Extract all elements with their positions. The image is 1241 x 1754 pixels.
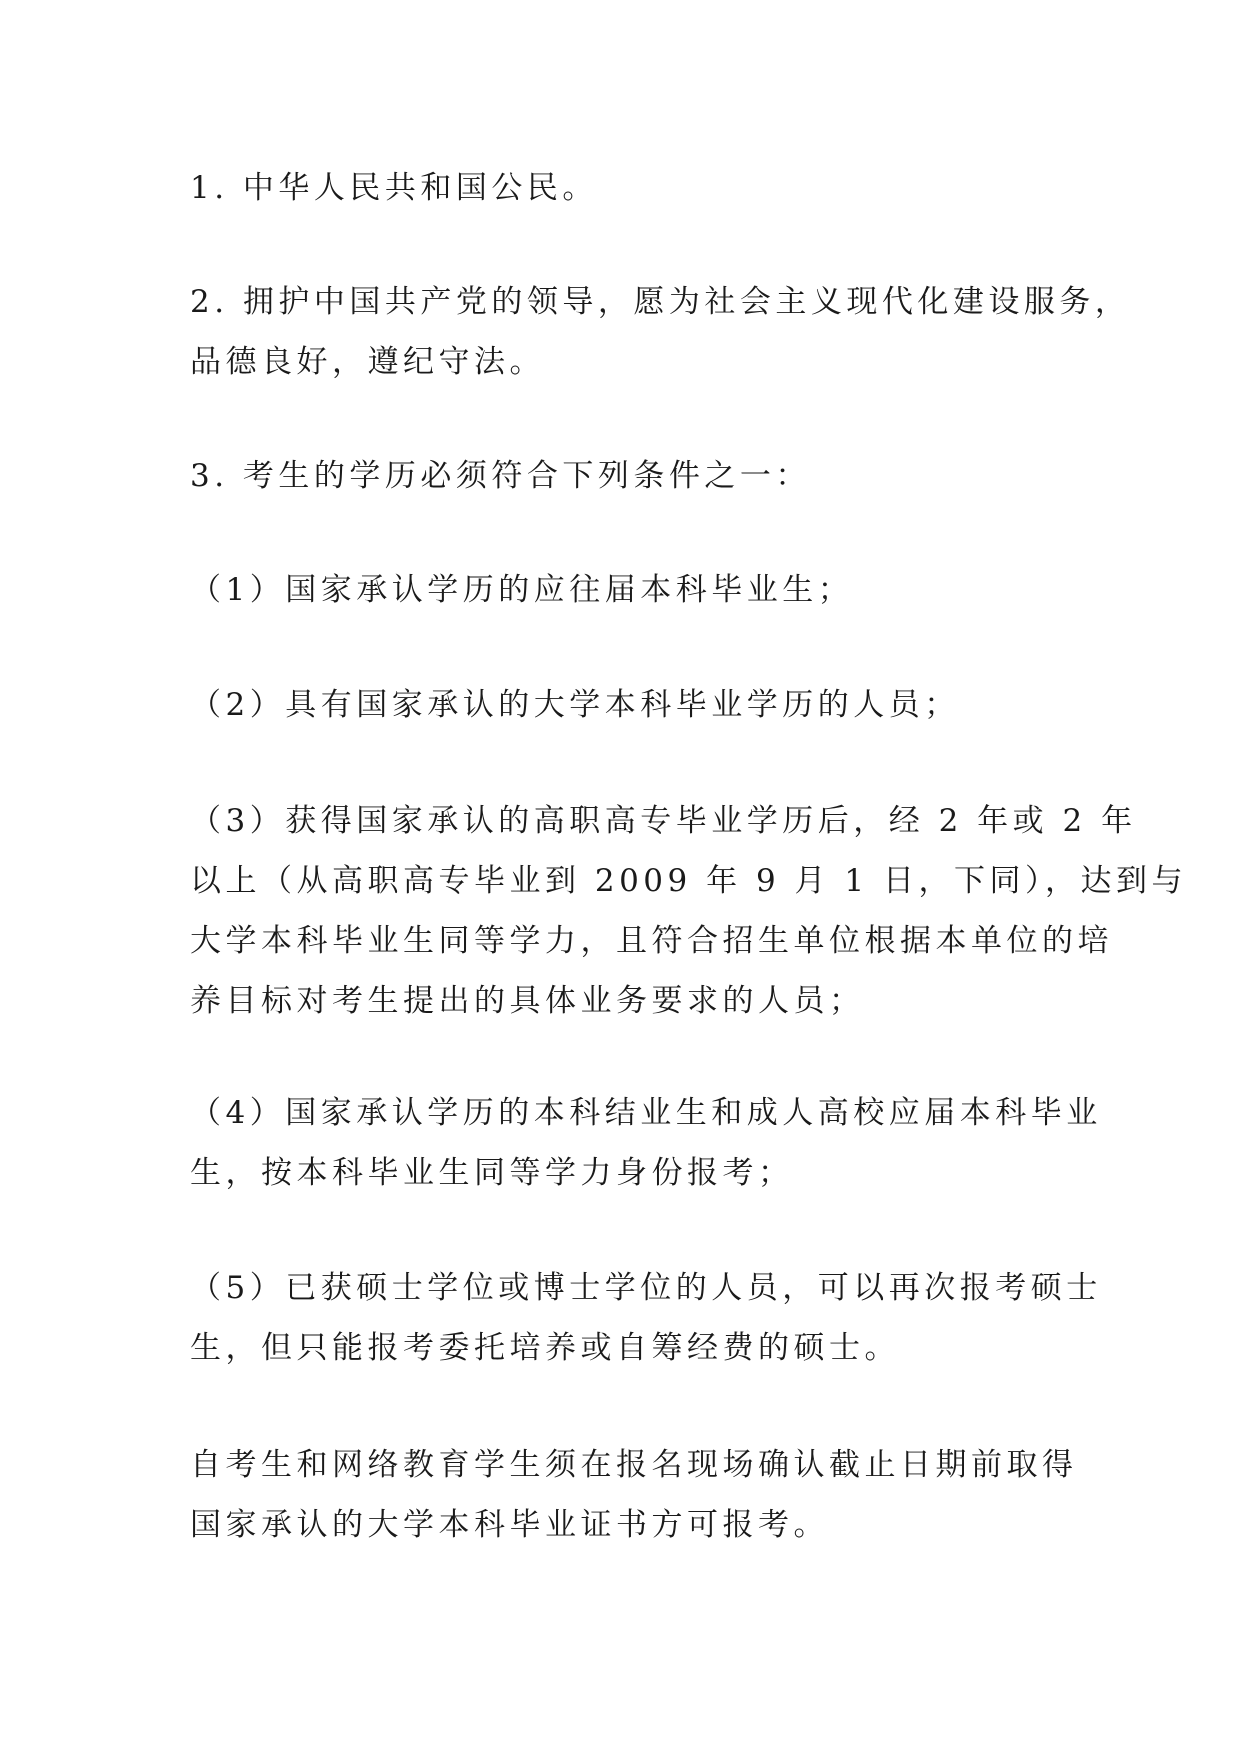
paragraph-citizenship xyxy=(190,158,1070,218)
text-line: （2）具有国家承认的大学本科毕业学历的人员； xyxy=(190,687,960,723)
text-line: 自考生和网络教育学生须在报名现场确认截止日期前取得 xyxy=(190,1447,1078,1483)
paragraph-education-requirement xyxy=(190,446,1070,506)
text-line: 生，按本科毕业生同等学力身份报考； xyxy=(190,1155,794,1191)
paragraph-political xyxy=(190,272,1131,392)
paragraph-condition-3 xyxy=(190,791,1187,1031)
text-line: （5）已获硕士学位或博士学位的人员，可以再次报考硕士 xyxy=(190,1270,1102,1306)
text-line: 以上（从高职高专毕业到 2009 年 9 月 1 日，下同），达到与 xyxy=(190,863,1187,899)
paragraph-self-study-note xyxy=(190,1435,1078,1555)
text-line: 1. 中华人民共和国公民。 xyxy=(190,170,598,206)
text-line: 品德良好，遵纪守法。 xyxy=(190,344,545,380)
text-line: 国家承认的大学本科毕业证书方可报考。 xyxy=(190,1507,829,1543)
text-line: 大学本科毕业生同等学力，且符合招生单位根据本单位的培 xyxy=(190,923,1113,959)
text-line: 3. 考生的学历必须符合下列条件之一： xyxy=(190,458,811,494)
text-line: （1）国家承认学历的应往届本科毕业生； xyxy=(190,572,854,608)
paragraph-condition-5 xyxy=(190,1258,1102,1378)
paragraph-condition-4 xyxy=(190,1083,1102,1203)
text-line: 2. 拥护中国共产党的领导，愿为社会主义现代化建设服务， xyxy=(190,284,1131,320)
text-line: （4）国家承认学历的本科结业生和成人高校应届本科毕业 xyxy=(190,1095,1102,1131)
text-line: 养目标对考生提出的具体业务要求的人员； xyxy=(190,983,865,1019)
paragraph-condition-2 xyxy=(190,675,1070,735)
text-line: 生，但只能报考委托培养或自筹经费的硕士。 xyxy=(190,1330,900,1366)
text-line: （3）获得国家承认的高职高专毕业学历后，经 2 年或 2 年 xyxy=(190,803,1137,839)
paragraph-condition-1 xyxy=(190,560,1070,620)
